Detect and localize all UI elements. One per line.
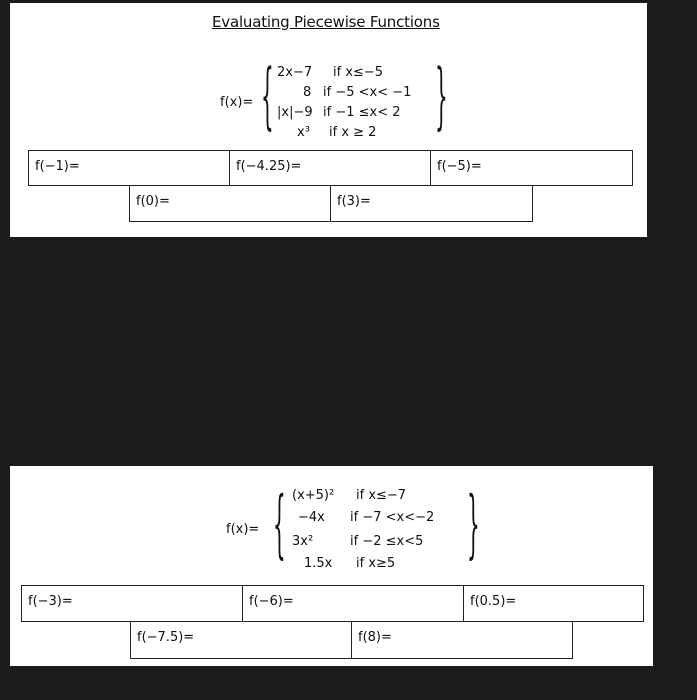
- function-1-case-2-expr: 8: [303, 85, 312, 100]
- answer-box-label: f(0.5)=: [470, 594, 517, 609]
- answer-box-f-neg-5[interactable]: [430, 150, 633, 186]
- answer-box-label: f(0)=: [136, 194, 170, 209]
- answer-box-f-neg-4-25[interactable]: [229, 150, 431, 186]
- function-1-case-4-condition: if x ≥ 2: [329, 125, 377, 140]
- answer-box-f-neg-6[interactable]: [242, 585, 464, 622]
- answer-box-label: f(−7.5)=: [137, 630, 195, 645]
- function-2-right-brace: }: [467, 478, 480, 568]
- function-2-case-4-expr: 1.5x: [304, 556, 333, 571]
- function-2-case-4-condition: if x≥5: [356, 556, 396, 571]
- worksheet-panel-2: [10, 466, 653, 666]
- answer-box-f-0[interactable]: [129, 185, 331, 222]
- function-2-case-1-expr: (x+5)²: [292, 488, 335, 503]
- answer-box-label: f(−3)=: [28, 594, 73, 609]
- worksheet-title: Evaluating Piecewise Functions: [212, 13, 440, 31]
- function-1-right-brace: }: [435, 51, 448, 139]
- answer-box-f-8[interactable]: [351, 621, 573, 659]
- answer-box-f-neg-3[interactable]: [21, 585, 243, 622]
- function-2-case-2-expr: −4x: [298, 510, 325, 525]
- answer-box-label: f(−5)=: [437, 159, 482, 174]
- answer-box-label: f(−6)=: [249, 594, 294, 609]
- function-1-left-brace: {: [261, 51, 274, 139]
- answer-box-f-neg-7-5[interactable]: [130, 621, 352, 659]
- answer-box-f-3[interactable]: [330, 185, 533, 222]
- function-2-name: f(x)=: [226, 522, 260, 537]
- answer-box-label: f(3)=: [337, 194, 371, 209]
- function-2-case-3-expr: 3x²: [292, 534, 314, 549]
- function-1-case-4-expr: x³: [297, 125, 310, 140]
- function-2-case-3-condition: if −2 ≤x<5: [350, 534, 424, 549]
- answer-box-f-0-5[interactable]: [463, 585, 644, 622]
- function-1-case-1-expr: 2x−7: [277, 65, 313, 80]
- worksheet-panel-1: [10, 3, 647, 237]
- answer-box-label: f(−4.25)=: [236, 159, 302, 174]
- function-1-case-1-condition: if x≤−5: [333, 65, 384, 80]
- function-1-case-3-expr: |x|−9: [277, 105, 313, 120]
- answer-box-f-neg-1[interactable]: [28, 150, 230, 186]
- answer-box-label: f(−1)=: [35, 159, 80, 174]
- answer-box-label: f(8)=: [358, 630, 392, 645]
- function-1-name: f(x)=: [220, 95, 254, 110]
- function-1-case-2-condition: if −5 <x< −1: [323, 85, 412, 100]
- function-1-case-3-condition: if −1 ≤x< 2: [323, 105, 401, 120]
- function-2-left-brace: {: [273, 478, 286, 568]
- function-2-case-1-condition: if x≤−7: [356, 488, 407, 503]
- function-2-case-2-condition: if −7 <x<−2: [350, 510, 435, 525]
